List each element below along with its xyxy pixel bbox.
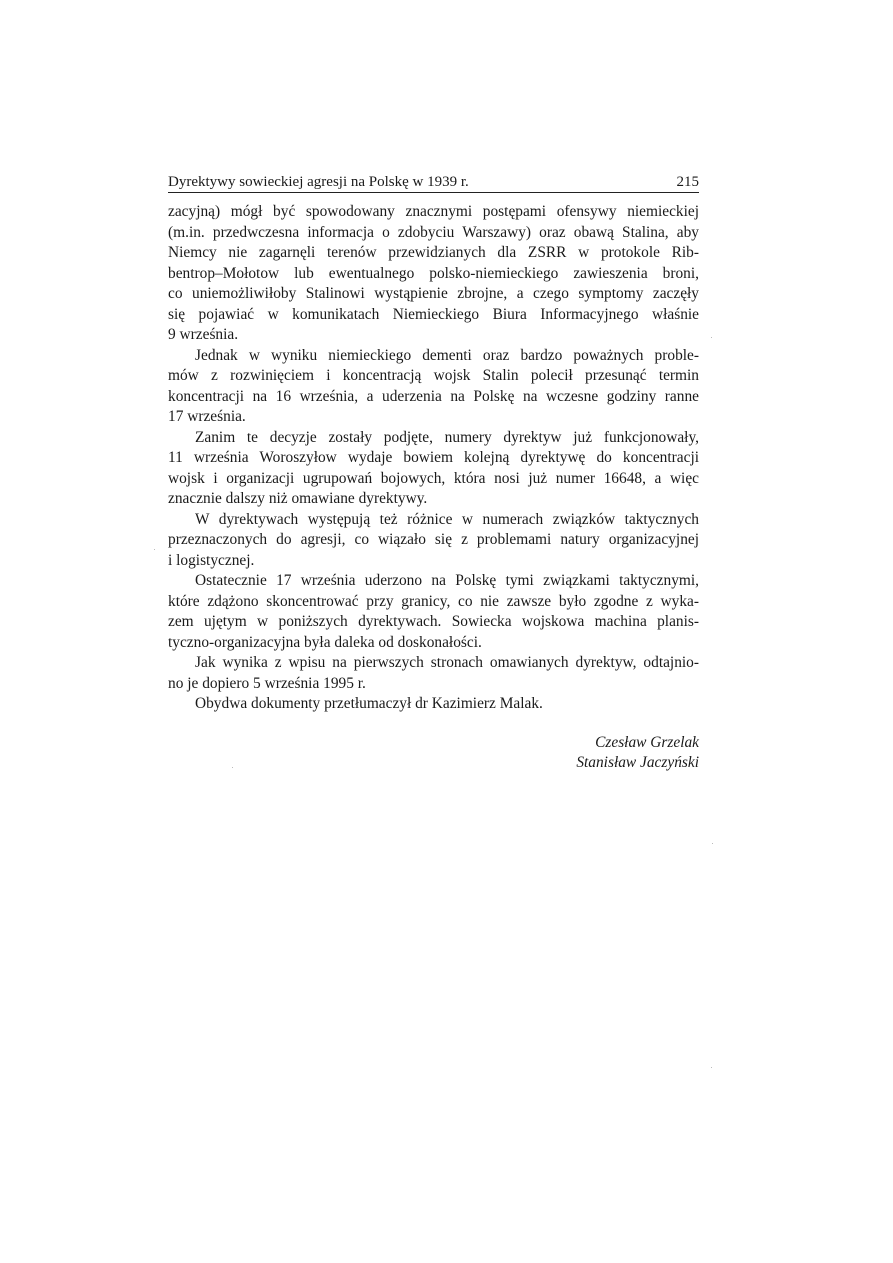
text-line: tyczno-organizacyjna była daleka od doskonałości.: [168, 633, 482, 651]
author-signature: Czesław Grzelak: [595, 733, 699, 751]
text-line: się pojawiać w komunikatach Niemieckiego Biura Informacyjnego właśnie: [168, 305, 699, 323]
header-title: Dyrektywy sowieckiej agresji na Polskę w 1939 r.: [168, 174, 469, 190]
text-line: koncentracji na 16 września, a uderzenia na Polskę na wczesne godziny ranne: [168, 387, 699, 405]
scan-speck: [711, 337, 712, 338]
text-line: i logistycznej.: [168, 551, 255, 569]
body-text: [168, 202, 699, 715]
page-number: 215: [676, 174, 699, 190]
text-line: Niemcy nie zagarnęli terenów przewidzianych dla ZSRR w protokole Rib-: [168, 244, 699, 261]
document-page: [168, 173, 699, 773]
text-line: wojsk i organizacji ugrupowań bojowych, która nosi już numer 16648, a więc: [168, 469, 699, 487]
text-line: 9 września.: [168, 326, 239, 343]
text-line: W dyrektywach występują też różnice w numerach związków taktycznych: [195, 510, 699, 528]
scan-speck: [711, 1067, 712, 1068]
running-header: [168, 173, 699, 193]
text-line: które zdążono skoncentrować przy granicy, co nie zawsze było zgodne z wyka-: [168, 592, 699, 610]
text-line: przeznaczonych do agresji, co wiązało się z problemami natury organizacyjnej: [168, 531, 699, 548]
text-line: Zanim te decyzje zostały podjęte, numery dyrektyw już funkcjonowały,: [195, 428, 699, 446]
paragraph: [168, 346, 699, 428]
text-line: Ostatecznie 17 września uderzono na Polskę tymi związkami taktycznymi,: [195, 572, 699, 589]
scan-speck: [232, 767, 233, 768]
text-line: (m.in. przedwczesna informacja o zdobyciu Warszawy) oraz obawą Stalina, aby: [168, 223, 699, 241]
text-line: mów z rozwinięciem i koncentracją wojsk Stalin polecił przesunąć termin: [168, 367, 699, 384]
signature-block: [168, 733, 699, 773]
text-line: bentrop–Mołotow lub ewentualnego polsko-niemieckiego zawieszenia broni,: [168, 264, 699, 282]
scan-speck: [712, 843, 713, 844]
text-line: 17 września.: [168, 408, 246, 425]
text-line: zacyjną) mógł być spowodowany znacznymi postępami ofensywy niemieckiej: [168, 203, 699, 220]
text-line: 11 września Woroszyłow wydaje bowiem kolejną dyrektywę do koncentracji: [168, 449, 699, 466]
text-line: zem ujętym w poniższych dyrektywach. Sowiecka wojskowa machina planis-: [168, 613, 699, 630]
paragraph: [168, 571, 699, 653]
text-line: no je dopiero 5 września 1995 r.: [168, 674, 366, 692]
author-signature: Stanisław Jaczyński: [576, 753, 699, 771]
text-line: Jak wynika z wpisu na pierwszych stronach omawianych dyrektyw, odtajnio-: [195, 654, 699, 671]
text-line: znacznie dalszy niż omawiane dyrektywy.: [168, 490, 428, 507]
paragraph: [168, 428, 699, 510]
text-line: Jednak w wyniku niemieckiego dementi oraz bardzo poważnych proble-: [195, 346, 699, 364]
text-line: co uniemożliwiłoby Stalinowi wystąpienie zbrojne, a czego symptomy zaczęły: [168, 285, 699, 302]
paragraph: [168, 510, 699, 572]
paragraph: [168, 202, 699, 346]
paragraph: [168, 653, 699, 694]
paragraph: [168, 694, 699, 715]
text-line: Obydwa dokumenty przetłumaczył dr Kazimierz Malak.: [195, 695, 543, 712]
scan-speck: [154, 549, 155, 550]
